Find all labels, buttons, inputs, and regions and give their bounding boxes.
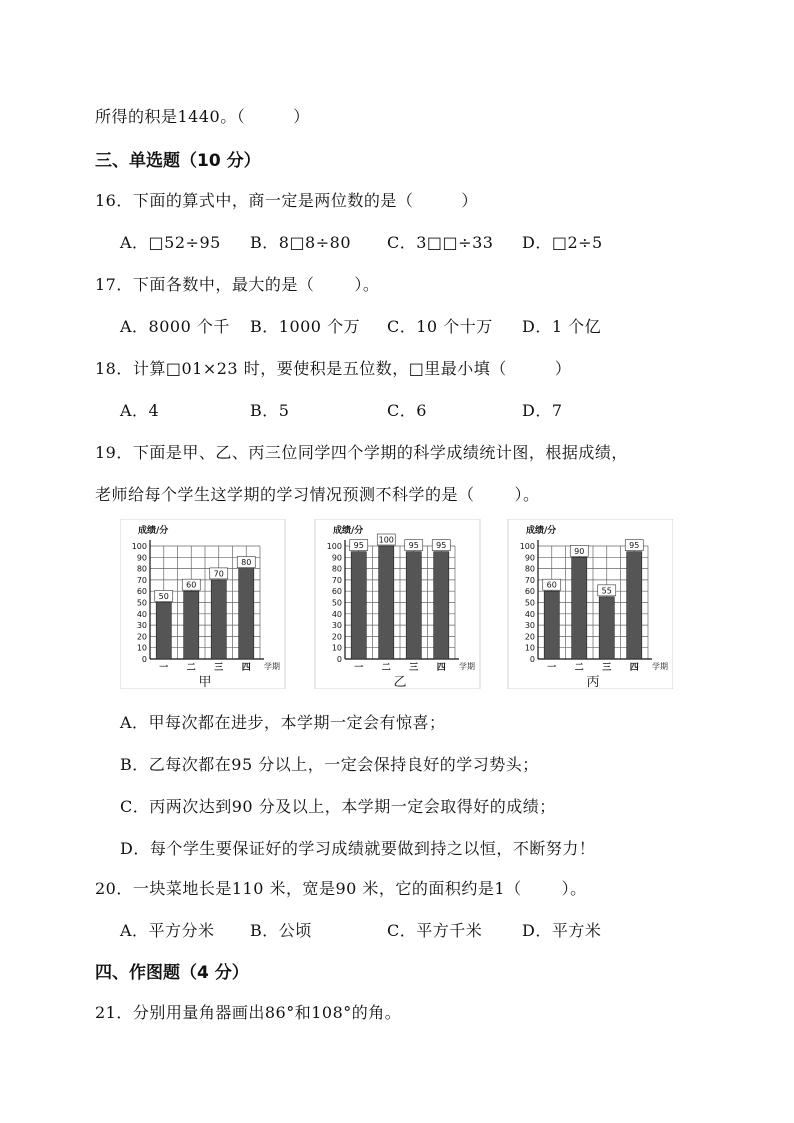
- y-tick-label: 80: [331, 564, 342, 574]
- q18-option-d[interactable]: D．7: [522, 401, 563, 420]
- bar: [544, 591, 559, 659]
- x-tick-label: 一: [159, 663, 169, 673]
- q18-option-a[interactable]: A．4: [120, 401, 160, 420]
- question-18: 18．计算□01×23 时，要使积是五位数，□里最小填（ ）: [95, 359, 572, 378]
- x-tick-label: 三: [214, 663, 224, 673]
- q18-option-b[interactable]: B．5: [250, 401, 290, 420]
- bar: [156, 603, 171, 660]
- y-tick-label: 100: [131, 542, 147, 551]
- x-axis-label: 学期: [459, 662, 475, 671]
- data-label: 100: [378, 535, 394, 545]
- x-tick-label: 三: [602, 663, 612, 673]
- x-tick-label: 二: [186, 663, 196, 673]
- y-tick-label: 50: [524, 598, 535, 608]
- y-tick-label: 60: [136, 587, 147, 597]
- q19-option-d[interactable]: D．每个学生要保证好的学习成绩就要做到持之以恒，不断努力！: [120, 839, 596, 858]
- y-tick-label: 0: [336, 655, 342, 664]
- q16-option-a[interactable]: A．□52÷95: [120, 233, 221, 252]
- y-tick-label: 30: [136, 621, 147, 631]
- y-tick-label: 70: [524, 575, 535, 585]
- q18-option-c[interactable]: C．6: [387, 401, 427, 420]
- y-tick-label: 20: [524, 632, 535, 642]
- x-tick-label: 四: [629, 663, 639, 673]
- data-label: 95: [436, 541, 447, 551]
- q19-option-c[interactable]: C．丙两次达到90 分及以上，本学期一定会取得好的成绩；: [120, 797, 556, 816]
- y-tick-label: 20: [331, 632, 342, 642]
- y-tick-label: 0: [141, 655, 147, 664]
- q17-option-d[interactable]: D．1 个亿: [522, 317, 602, 336]
- q20-option-a[interactable]: A．平方分米: [120, 921, 215, 940]
- y-tick-label: 100: [326, 542, 342, 551]
- bar: [627, 552, 642, 659]
- x-axis-label: 学期: [264, 662, 280, 671]
- q16-option-b[interactable]: B．8□8÷80: [250, 233, 352, 252]
- bar: [211, 580, 226, 659]
- q20-option-c[interactable]: C．平方千米: [387, 921, 483, 940]
- bar: [599, 597, 614, 659]
- x-tick-label: 二: [381, 663, 391, 673]
- chart-title: 乙: [393, 675, 407, 689]
- data-label: 90: [574, 546, 585, 556]
- y-tick-label: 60: [331, 587, 342, 597]
- y-tick-label: 100: [519, 542, 535, 551]
- y-tick-label: 10: [136, 643, 147, 653]
- y-tick-label: 20: [136, 632, 147, 642]
- section-title-drawing: 四、作图题（4 分）: [95, 963, 249, 983]
- x-axis-label: 学期: [652, 662, 668, 671]
- y-tick-label: 50: [331, 598, 342, 608]
- q15-tail: 所得的积是1440。（ ）: [95, 107, 310, 126]
- chart-title: 丙: [586, 675, 600, 689]
- q19-option-b[interactable]: B．乙每次都在95 分以上，一定会保持良好的学习势头；: [120, 755, 539, 774]
- y-tick-label: 90: [331, 553, 342, 563]
- q16-option-c[interactable]: C．3□□÷33: [387, 233, 494, 252]
- bar: [239, 569, 254, 659]
- question-21: 21．分别用量角器画出86°和108°的角。: [95, 1003, 402, 1022]
- bar: [434, 552, 449, 659]
- bar: [184, 591, 199, 659]
- y-tick-label: 90: [136, 553, 147, 563]
- question-19-line2: 老师给每个学生这学期的学习情况预测不科学的是（ ）。: [95, 485, 540, 504]
- y-axis-label: 成绩/分: [526, 526, 557, 536]
- data-label: 55: [601, 586, 612, 596]
- y-tick-label: 10: [524, 643, 535, 653]
- chart-1: [315, 519, 480, 689]
- y-tick-label: 40: [524, 609, 535, 619]
- q19-option-a[interactable]: A．甲每次都在进步，本学期一定会有惊喜；: [120, 713, 446, 732]
- x-tick-label: 二: [574, 663, 584, 673]
- data-label: 95: [353, 541, 364, 551]
- score-charts-svg: [120, 519, 673, 689]
- y-axis-label: 成绩/分: [138, 526, 169, 536]
- y-tick-label: 0: [529, 655, 535, 664]
- q20-option-b[interactable]: B．公顷: [250, 921, 312, 940]
- bar: [351, 552, 366, 659]
- question-20: 20．一块菜地长是110 米，宽是90 米，它的面积约是1（ ）。: [95, 879, 587, 898]
- data-label: 60: [546, 580, 557, 590]
- y-tick-label: 80: [524, 564, 535, 574]
- y-tick-label: 50: [136, 598, 147, 608]
- y-tick-label: 70: [331, 575, 342, 585]
- y-tick-label: 60: [524, 587, 535, 597]
- x-tick-label: 四: [241, 663, 251, 673]
- y-tick-label: 40: [331, 609, 342, 619]
- q17-option-c[interactable]: C．10 个十万: [387, 317, 493, 336]
- y-tick-label: 30: [524, 621, 535, 631]
- data-label: 95: [408, 541, 419, 551]
- q17-option-a[interactable]: A．8000 个千: [120, 317, 230, 336]
- bar: [406, 552, 421, 659]
- q16-option-d[interactable]: D．□2÷5: [522, 233, 603, 252]
- data-label: 50: [158, 592, 169, 601]
- y-tick-label: 80: [136, 564, 147, 574]
- y-tick-label: 30: [331, 621, 342, 631]
- x-tick-label: 四: [436, 663, 446, 673]
- data-label: 70: [213, 569, 224, 579]
- bar: [572, 557, 587, 659]
- question-16: 16．下面的算式中，商一定是两位数的是（ ）: [95, 191, 478, 210]
- x-tick-label: 一: [547, 663, 557, 673]
- chart-0: [120, 519, 285, 689]
- question-17: 17．下面各数中，最大的是（ ）。: [95, 275, 380, 294]
- bar: [379, 546, 394, 659]
- question-19-line1: 19．下面是甲、乙、丙三位同学四个学期的科学成绩统计图，根据成绩，: [95, 443, 628, 462]
- q17-option-b[interactable]: B．1000 个万: [250, 317, 361, 336]
- y-tick-label: 70: [136, 575, 147, 585]
- y-axis-label: 成绩/分: [333, 526, 364, 536]
- y-tick-label: 40: [136, 609, 147, 619]
- chart-title: 甲: [198, 675, 212, 689]
- y-tick-label: 90: [524, 553, 535, 563]
- q20-option-d[interactable]: D．平方米: [522, 921, 602, 940]
- data-label: 95: [629, 541, 640, 551]
- x-tick-label: 一: [354, 663, 364, 673]
- x-tick-label: 三: [409, 663, 419, 673]
- section-title-single-choice: 三、单选题（10 分）: [95, 151, 261, 171]
- score-charts: [120, 519, 673, 689]
- data-label: 60: [186, 580, 197, 590]
- y-tick-label: 10: [331, 643, 342, 653]
- chart-2: [508, 519, 673, 689]
- data-label: 80: [241, 558, 252, 568]
